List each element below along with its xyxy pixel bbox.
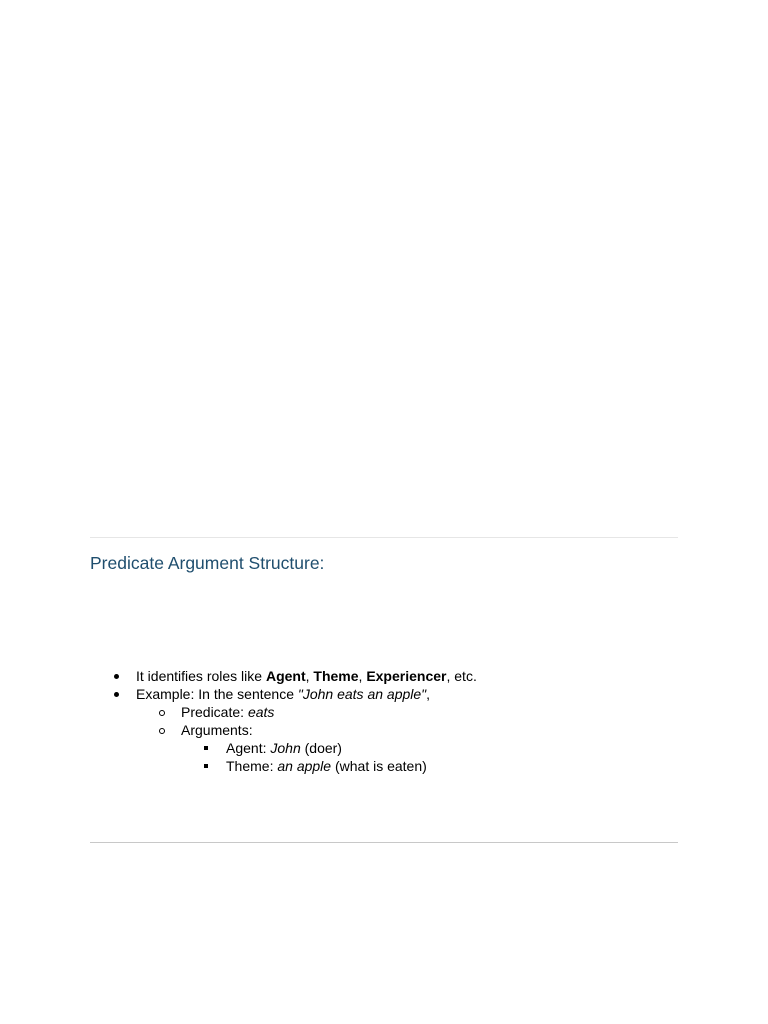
sublist-item-predicate [0, 703, 768, 721]
arguments-label: Arguments: [181, 722, 253, 738]
list-item-example [0, 685, 768, 703]
theme-text: Theme: an apple (what is eaten) [226, 758, 427, 774]
subsublist-item-agent [0, 739, 768, 757]
bullet-circle [159, 710, 165, 716]
role-agent: Agent [265, 668, 306, 684]
subsublist-item-theme [0, 757, 768, 775]
example-sentence: "John eats an apple" [297, 686, 427, 702]
agent-text: Agent: John (doer) [226, 740, 342, 756]
bullet-square [204, 746, 208, 750]
agent-value: John [270, 740, 301, 756]
bullet-square [204, 764, 208, 768]
role-experiencer: Experiencer [366, 668, 447, 684]
bottom-divider [90, 842, 678, 843]
list-item-roles-text: It identifies roles like Agent, Theme, Experiencer, etc. [136, 668, 477, 684]
list-item-roles [0, 667, 768, 685]
bullet-disc [114, 692, 119, 697]
section-heading: Predicate Argument Structure: [90, 553, 325, 573]
predicate-text: Predicate: eats [181, 704, 275, 720]
list-item-example-text: Example: In the sentence "John eats an apple", [136, 686, 431, 702]
theme-value: an apple [277, 758, 332, 774]
bullet-circle [159, 728, 165, 734]
role-theme: Theme [313, 668, 359, 684]
bullet-disc [114, 674, 119, 679]
predicate-value: eats [247, 704, 275, 720]
top-divider [90, 537, 678, 538]
sublist-item-arguments [0, 721, 768, 739]
